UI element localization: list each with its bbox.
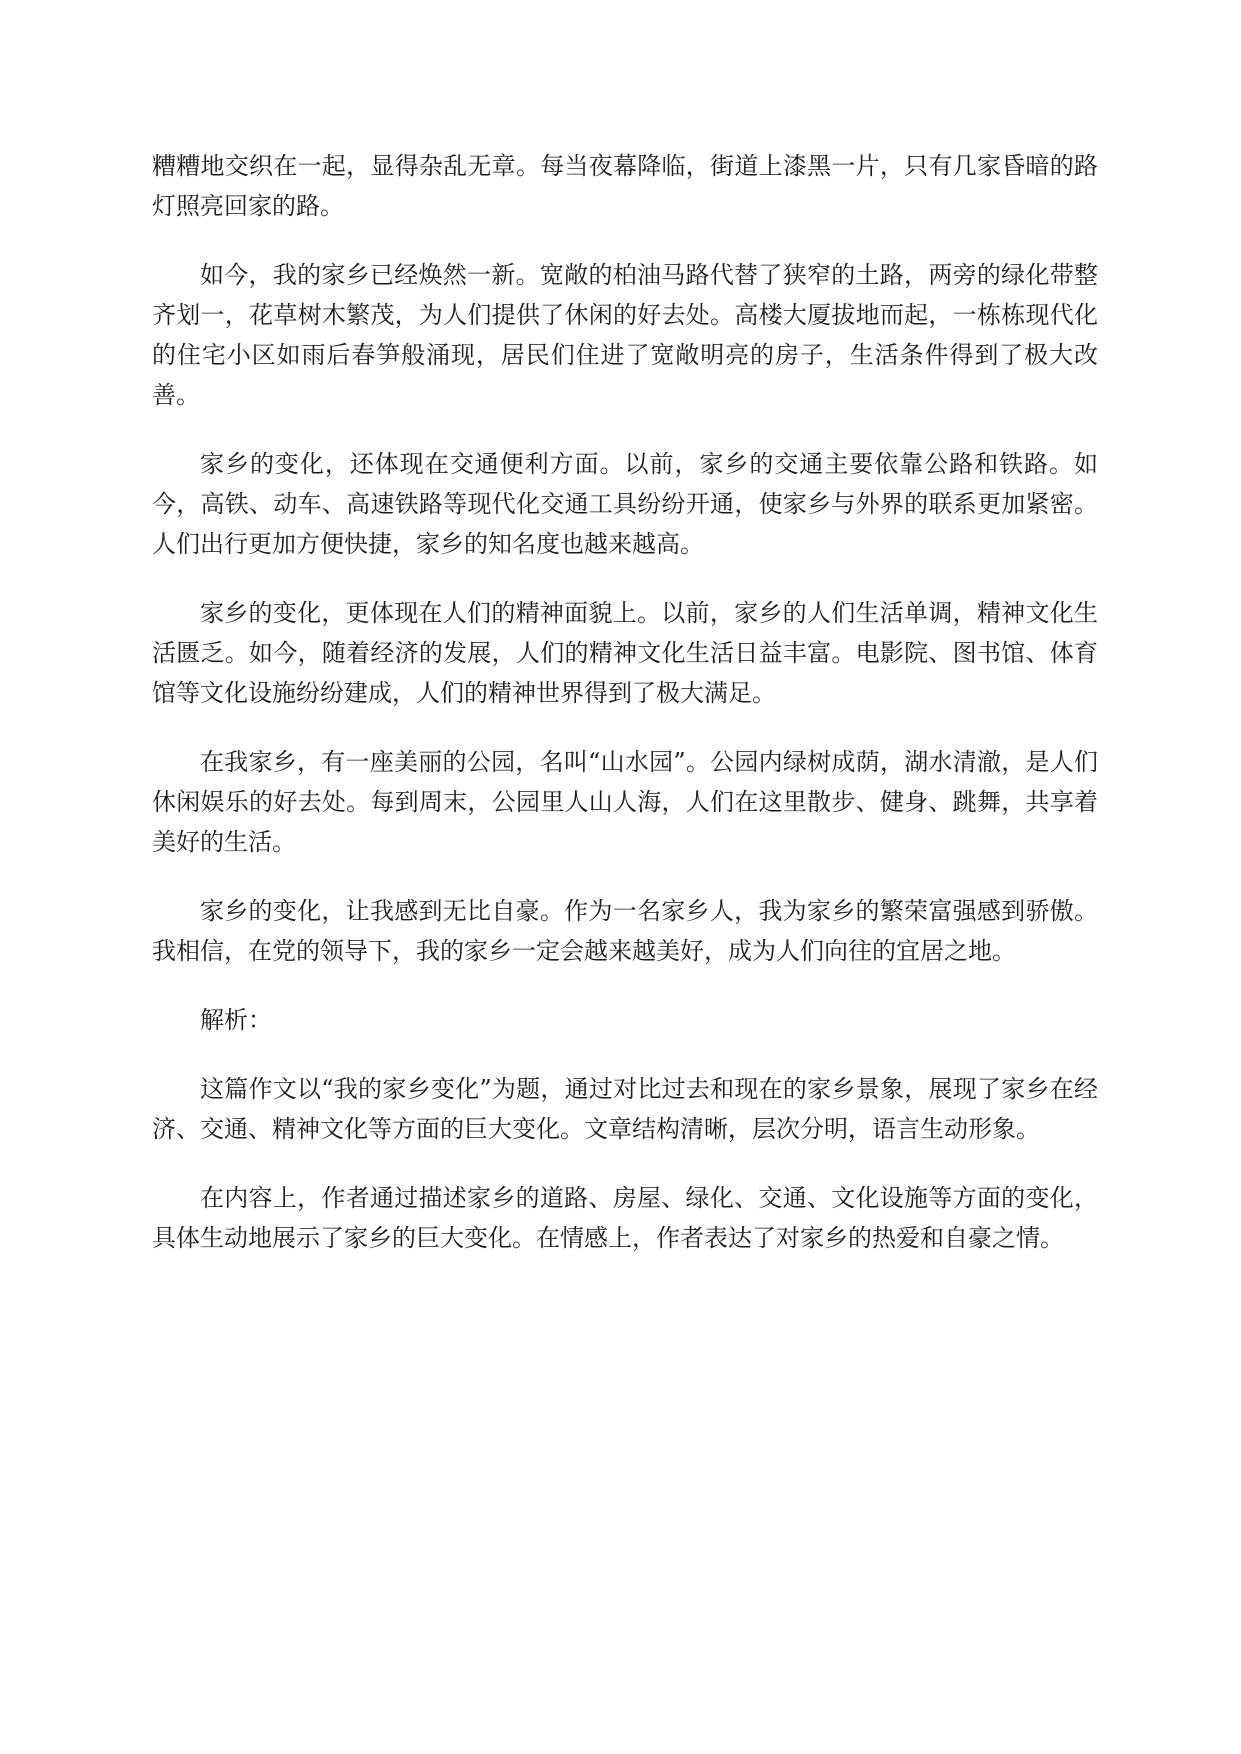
paragraph-analysis-content: 在内容上，作者通过描述家乡的道路、房屋、绿化、交通、文化设施等方面的变化，具体生动地展示了家乡的巨大变化。在情感上，作者表达了对家乡的热爱和自豪之情。 <box>152 1184 1098 1252</box>
paragraph-pride: 家乡的变化，让我感到无比自豪。作为一名家乡人，我为家乡的繁荣富强感到骄傲。我相信，在党的领导下，我的家乡一定会越来越美好，成为人们向往的宜居之地。 <box>152 897 1098 965</box>
paragraph-spiritual-life: 家乡的变化，更体现在人们的精神面貌上。以前，家乡的人们生活单调，精神文化生活匮乏。如今，随着经济的发展，人们的精神文化生活日益丰富。电影院、图书馆、体育馆等文化设施纷纷建成，人们的精神世界得到了极大满足。 <box>152 599 1098 707</box>
paragraph-analysis-summary: 这篇作文以“我的家乡变化”为题，通过对比过去和现在的家乡景象，展现了家乡在经济、交通、精神文化等方面的巨大变化。文章结构清晰，层次分明，语言生动形象。 <box>152 1075 1098 1143</box>
paragraph-continued: 糟糟地交织在一起，显得杂乱无章。每当夜幕降临，街道上漆黑一片，只有几家昏暗的路灯照亮回家的路。 <box>152 152 1098 220</box>
paragraph-hometown-renewed: 如今，我的家乡已经焕然一新。宽敞的柏油马路代替了狭窄的土路，两旁的绿化带整齐划一，花草树木繁茂，为人们提供了休闲的好去处。高楼大厦拔地而起，一栋栋现代化的住宅小区如雨后春笋般涌现，居民们住进了宽敞明亮的房子，生活条件得到了极大改善。 <box>152 261 1098 409</box>
paragraph-transportation: 家乡的变化，还体现在交通便利方面。以前，家乡的交通主要依靠公路和铁路。如今，高铁、动车、高速铁路等现代化交通工具纷纷开通，使家乡与外界的联系更加紧密。人们出行更加方便快捷，家乡的知名度也越来越高。 <box>152 450 1098 558</box>
paragraph-park: 在我家乡，有一座美丽的公园，名叫“山水园”。公园内绿树成荫，湖水清澈，是人们休闲娱乐的好去处。每到周末，公园里人山人海，人们在这里散步、健身、跳舞，共享着美好的生活。 <box>152 748 1098 856</box>
analysis-heading: 解析： <box>200 1006 272 1034</box>
document-body <box>152 146 1098 1287</box>
